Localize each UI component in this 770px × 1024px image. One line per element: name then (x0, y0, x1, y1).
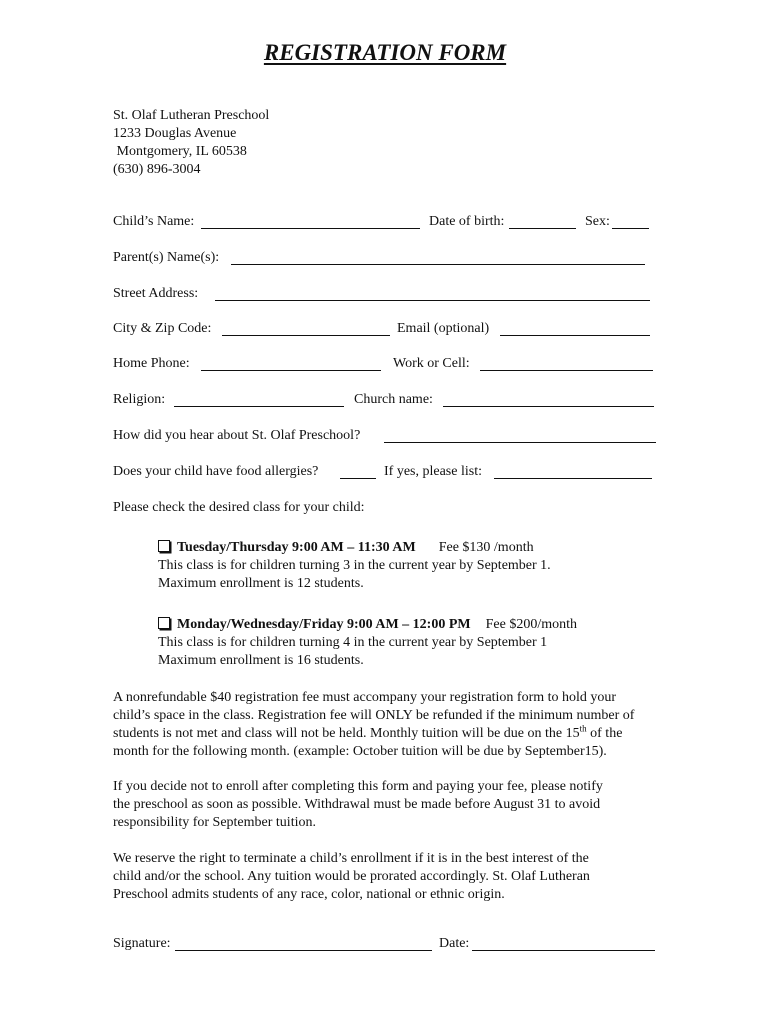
paragraph-line: responsibility for September tuition. (113, 815, 316, 830)
checkbox-tue-thu[interactable] (158, 540, 170, 552)
paragraph-line: A nonrefundable $40 registration fee must accompany your registration form to hold your (113, 690, 617, 705)
form-title: REGISTRATION FORM (263, 40, 507, 65)
text: students is not met and class will not be held. Monthly tuition will be due on the 15 (113, 726, 580, 741)
church-name-label: Church name: (354, 392, 433, 407)
religion-label: Religion: (113, 392, 166, 407)
class-age-note: This class is for children turning 3 in the current year by September 1. (158, 558, 551, 573)
home-phone-field[interactable] (201, 356, 381, 371)
class-enrollment-note: Maximum enrollment is 12 students. (158, 576, 364, 591)
city-zip-field[interactable] (222, 321, 390, 336)
street-address-label: Street Address: (113, 286, 199, 301)
class-fee: Fee $130 /month (438, 540, 534, 555)
paragraph-line: the preschool as soon as possible. Withdrawal must be made before August 31 to avoid (113, 797, 601, 812)
date-field[interactable] (472, 936, 655, 951)
date-label: Date: (439, 936, 470, 951)
child-name-label: Child’s Name: (113, 214, 195, 229)
class-prompt: Please check the desired class for your child: (113, 500, 365, 515)
paragraph-line: child’s space in the class. Registration fee will ONLY be refunded if the minimum number of (113, 708, 635, 723)
church-name-field[interactable] (443, 392, 654, 407)
street-address-field[interactable] (215, 286, 650, 301)
home-phone-label: Home Phone: (113, 356, 190, 371)
paragraph-line (113, 725, 693, 743)
parent-names-field[interactable] (231, 250, 645, 265)
email-field[interactable] (500, 321, 650, 336)
ordinal-suffix: th (579, 723, 587, 734)
signature-label: Signature: (113, 936, 171, 951)
registration-fee-paragraph (113, 689, 693, 761)
if-yes-label: If yes, please list: (384, 464, 482, 479)
sex-field[interactable] (612, 214, 649, 229)
parent-names-label: Parent(s) Name(s): (113, 250, 220, 265)
food-allergies-label: Does your child have food allergies? (113, 464, 319, 479)
paragraph-line: child and/or the school. Any tuition would be prorated accordingly. St. Olaf Lutheran (113, 869, 590, 884)
dob-label: Date of birth: (429, 214, 505, 229)
class-enrollment-note: Maximum enrollment is 16 students. (158, 653, 364, 668)
school-phone: (630) 896-3004 (113, 162, 201, 177)
class-fee: Fee $200/month (485, 617, 578, 632)
signature-field[interactable] (175, 936, 432, 951)
work-cell-label: Work or Cell: (393, 356, 470, 371)
hear-about-label: How did you hear about St. Olaf Preschool? (113, 428, 361, 443)
class-option-mon-wed-fri (158, 616, 577, 670)
school-street: 1233 Douglas Avenue (113, 126, 237, 141)
paragraph-line: If you decide not to enroll after completing this form and paying your fee, please notify (113, 779, 603, 794)
food-allergies-field[interactable] (340, 464, 376, 479)
city-zip-label: City & Zip Code: (113, 321, 212, 336)
school-address (113, 107, 269, 179)
hear-about-field[interactable] (384, 428, 656, 443)
class-age-note: This class is for children turning 4 in the current year by September 1 (158, 635, 548, 650)
policy-paragraph (113, 850, 693, 904)
checkbox-mon-wed-fri[interactable] (158, 617, 170, 629)
school-name: St. Olaf Lutheran Preschool (113, 108, 270, 123)
class-name: Monday/Wednesday/Friday 9:00 AM – 12:00 PM (177, 617, 471, 632)
school-city: Montgomery, IL 60538 (113, 144, 247, 159)
religion-field[interactable] (174, 392, 344, 407)
dob-field[interactable] (509, 214, 576, 229)
paragraph-line: Preschool admits students of any race, color, national or ethnic origin. (113, 887, 505, 902)
withdrawal-paragraph (113, 778, 693, 832)
class-option-tue-thu (158, 539, 551, 593)
allergy-list-field[interactable] (494, 464, 652, 479)
work-cell-field[interactable] (480, 356, 653, 371)
sex-label: Sex: (585, 214, 610, 229)
paragraph-line: We reserve the right to terminate a child’s enrollment if it is in the best interest of the (113, 851, 589, 866)
email-label: Email (optional) (397, 321, 490, 336)
text: of the (586, 726, 623, 741)
class-name: Tuesday/Thursday 9:00 AM – 11:30 AM (177, 540, 416, 555)
child-name-field[interactable] (201, 214, 420, 229)
paragraph-line: month for the following month. (example: October tuition will be due by September15). (113, 744, 607, 759)
